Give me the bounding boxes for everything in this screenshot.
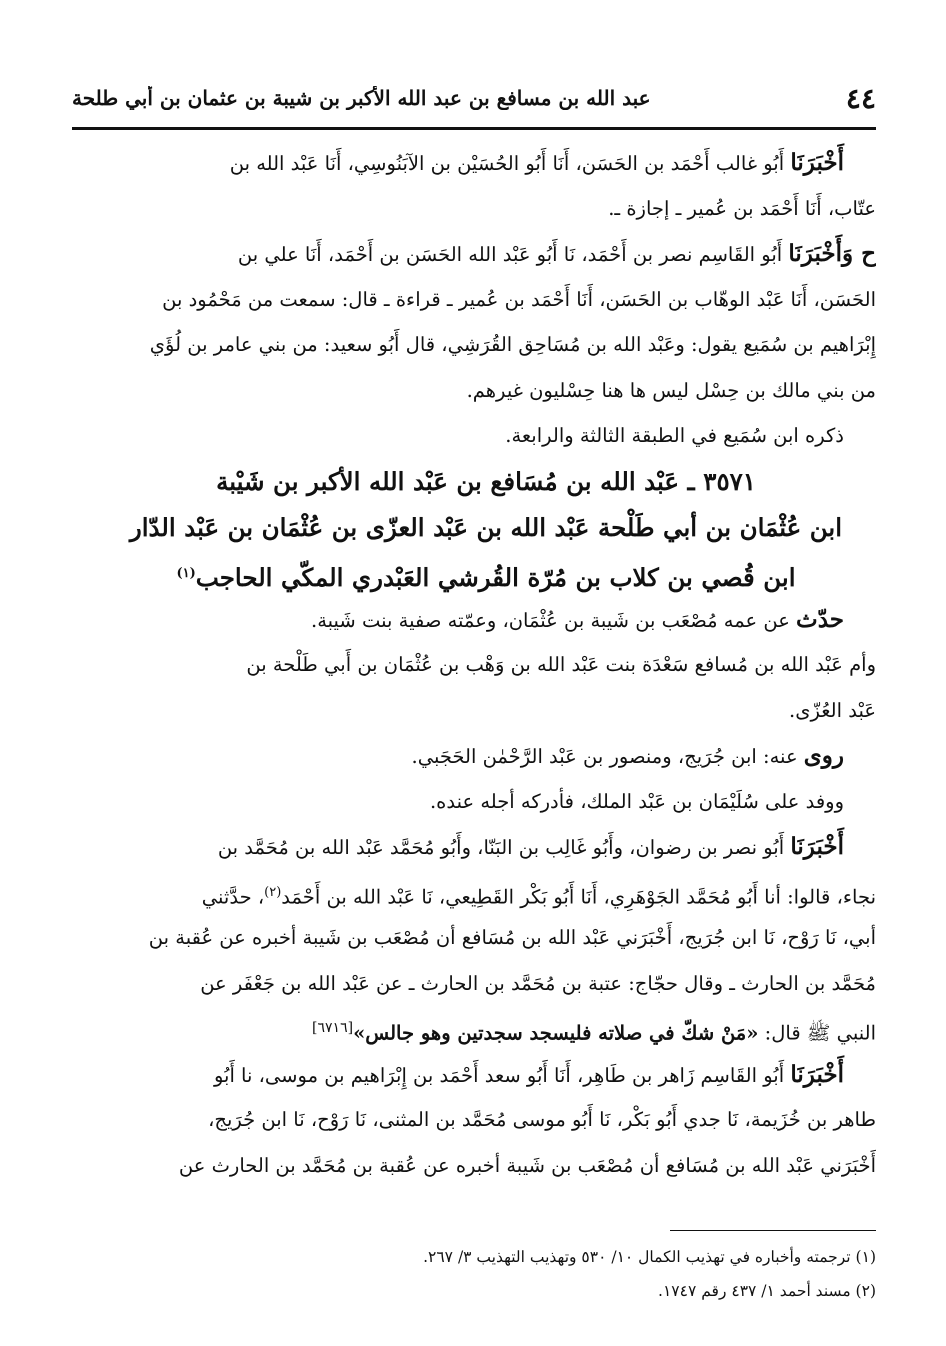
text-line: عَبْد العُزّى.: [789, 698, 876, 722]
keyword: أَخْبَرَنَا: [790, 833, 844, 860]
text-line: أَخْبَرَنَا أَبُو نصر بن رضوان، وأَبُو غَالِب بن البَنّا، وأَبُو مُحَمَّد عَبْد الله بن مُحَمَّد بن: [217, 833, 844, 860]
main-text: [96, 140, 876, 1188]
text-line: ح وَأَخْبَرَنَا أَبُو القَاسِم نصر بن أَحْمَد، نَا أَبُو عَبْد الله الحَسَن بن أَحْمَد، أَنَا علي بن: [237, 240, 876, 267]
footnote-ref: (٢): [264, 884, 282, 900]
footnotes: [96, 1240, 876, 1308]
text-line: إِبْرَاهيم بن سُمَيع يقول: وعَبْد الله بن مُسَاحِق القُرَشِي، قال أَبُو سعيد: من بني عامر بن لُؤَي: [149, 333, 876, 356]
text-line: أبي، نَا رَوْح، نَا ابن جُرَيج، أَخْبَرَني عَبْد الله بن مُسَافع أن مُصْعَب بن شَيبة أخبره عن عُقبة بن: [148, 926, 876, 949]
paragraph-isnad-2: [96, 231, 876, 413]
header-rule: [72, 127, 876, 130]
text-line: أَخْبَرَني عَبْد الله بن مُسَافع أن مُصْعَب بن شَيبة أخبره عن عُقبة بن مُحَمَّد بن الحارث عن: [178, 1153, 876, 1177]
keyword: ح وَأَخْبَرَنَا: [788, 240, 876, 267]
note-ibn-sumay: ذكره ابن سُمَيع في الطبقة الثالثة والرابعة.: [505, 424, 844, 447]
hadith-quote: «مَنْ شكّ في صلاته فليسجد سجدتين وهو جالس»: [353, 1021, 759, 1045]
entry-title-line: ابن قُصي بن كلاب بن مُرّة القُرشي العَبْدري المكّي الحاجب$^{(١)}$: [176, 562, 796, 592]
footnote: (١) ترجمته وأخباره في تهذيب الكمال ١٠/ ٥٣٠ وتهذيب التهذيب ٣/ ٢٦٧.: [423, 1248, 876, 1266]
entry-title: [96, 459, 876, 597]
text-line: مُحَمَّد بن الحارث ـ وقال حجّاج: عتبة بن مُحَمَّد بن الحارث ـ عن عَبْد الله بن جَعْفَر عن: [200, 971, 876, 995]
paragraph-isnad-1: [96, 140, 876, 231]
paragraph-rawa: روى عنه: ابن جُرَيج، ومنصور بن عَبْد الرَّحْمٰن الحَجَبي.: [411, 742, 844, 769]
hadith-number: [٦٧١٦]: [312, 1020, 354, 1036]
keyword: أَخْبَرَنَا: [790, 149, 844, 176]
page-number: ٤٤: [845, 82, 876, 115]
running-title: عبد الله بن مسافع بن عبد الله الأكبر بن شيبة بن عثمان بن أبي طلحة: [72, 86, 651, 110]
footnote-rule: [670, 1230, 876, 1231]
entry-title-line: ابن عُثْمَان بن أبي طَلْحة عَبْد الله بن عَبْد العزّى بن عُثْمَان بن عَبْد الدّار: [129, 512, 843, 542]
paragraph-hadith: [96, 824, 876, 1052]
paragraph-mother: [96, 642, 876, 733]
footnote: (٢) مسند أحمد ١/ ٤٣٧ رقم ١٧٤٧.: [658, 1282, 876, 1300]
text-line: أَخْبَرَنَا أَبُو القَاسِم زَاهر بن طَاهِر، أَنَا أَبُو سعد أَحْمَد بن إِبْرَاهيم بن موسى، نا أَبُو: [213, 1060, 844, 1088]
text-line: وأم عَبْد الله بن مُسافع سَعْدَة بنت عَبْد الله بن وَهْب بن عُثْمَان بن أَبي طَلْحة بن: [246, 653, 876, 676]
text-line: من بني مالك بن حِسْل ليس ها هنا حِسْليون غيرهم.: [466, 378, 876, 402]
keyword: حدّث: [796, 605, 844, 633]
keyword: أَخْبَرَنَا: [790, 1060, 844, 1088]
text-line: عتّاب، أَنَا أَحْمَد بن عُمير ـ إجازة ـ.: [608, 196, 876, 220]
keyword: روى: [803, 742, 844, 769]
text-line: طاهر بن خُزَيمة، نَا جدي أَبُو بَكْر، نَا أَبُو موسى مُحَمَّد بن المثنى، نَا رَوْح، نَا ابن جُرَيج،: [208, 1108, 876, 1131]
paragraph-isnad-3: [96, 1052, 876, 1189]
page-header: [72, 70, 876, 120]
text-line: نجاء، قالوا: أنا أَبُو مُحَمَّد الجَوْهَرِي، أَنَا أَبُو بَكْر القَطِيعي، نَا عَبْد الله بن أَحْمَد$^{(٢)}$، حدَّثني: [201, 884, 876, 908]
text-line: النبي ﷺ قال: «مَنْ شكّ في صلاته فليسجد سجدتين وهو جالس»[٦٧١٦]: [312, 1020, 876, 1045]
text-line: الحَسَن، أَنَا عَبْد الوهّاب بن الحَسَن، أَنَا أَحْمَد بن عُمير ـ قراءة ـ قال: سمعت من مَحْمُود بن: [162, 287, 876, 311]
text-line: أَخْبَرَنَا أَبُو غالب أَحْمَد بن الحَسَن، أَنَا أَبُو الحُسَيْن بن الآبَنُوسِي، أَنَا عَبْد الله بن: [229, 149, 844, 176]
footnote-ref: (١): [176, 565, 196, 581]
paragraph-wafada: ووفد على سُلَيْمَان بن عَبْد الملك، فأدركه أجله عنده.: [429, 789, 844, 813]
entry-title-line: ٣٥٧١ ـ عَبْد الله بن مُسَافع بن عَبْد الله الأكبر بن شَيْبة: [216, 466, 756, 496]
paragraph-haddath: حدّث عن عمه مُصْعَب بن شَيبة بن عُثْمَان، وعمّته صفية بنت شَيبة.: [311, 605, 844, 633]
